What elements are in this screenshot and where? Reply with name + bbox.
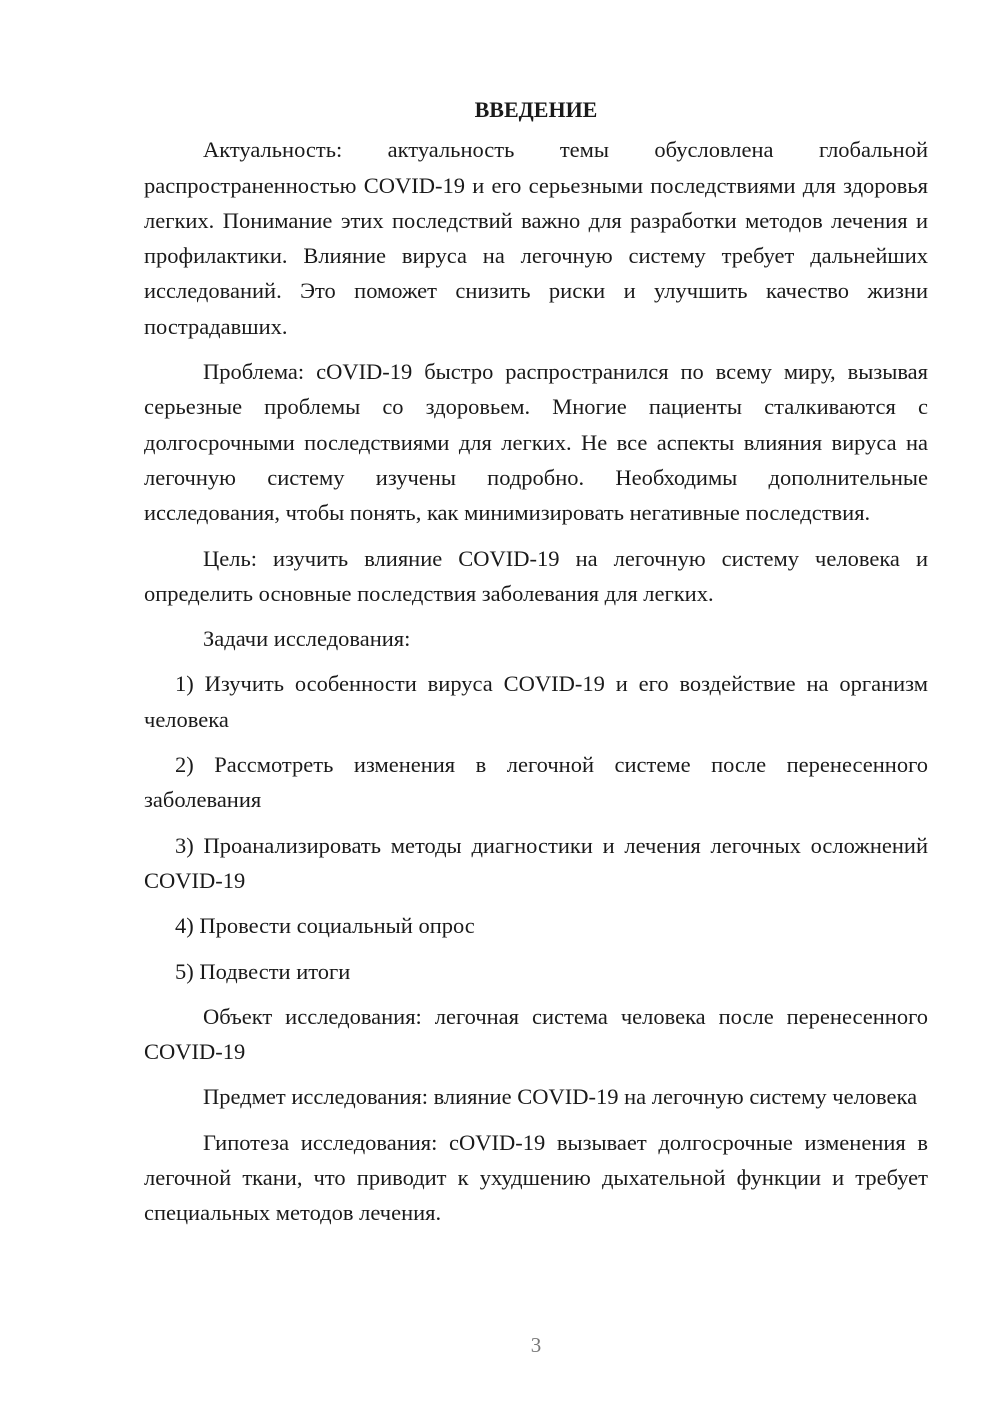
- section-heading: ВВЕДЕНИЕ: [474, 97, 598, 122]
- page-number: 3: [530, 1333, 542, 1357]
- document-body: [144, 92, 928, 1241]
- task-item-2: 2) Рассмотреть изменения в легочной системе после перенесенного заболевания: [144, 752, 928, 813]
- task-item-3: 3) Проанализировать методы диагностики и лечения легочных осложнений COVID-19: [144, 832, 928, 893]
- task-item-1: 1) Изучить особенности вируса COVID-19 и его воздействие на организм человека: [144, 671, 928, 732]
- hypothesis-paragraph: Гипотеза исследования: cOVID-19 вызывает долгосрочные изменения в легочной ткани, что приводит к ухудшению дыхательной функции и требует специальных методов лечения.: [144, 1129, 928, 1226]
- relevance-paragraph: Актуальность: актуальность темы обусловлена глобальной распространенностью COVID-19 и его серьезными последствиями для здоровья легких. Понимание этих последствий важно для разработки методов лечения и профилактики. Влияние вируса на легочную систему требует дальнейших исследований. Это поможет снизить риски и улучшить качество жизни пострадавших.: [144, 137, 928, 339]
- subject-paragraph: Предмет исследования: влияние COVID-19 на легочную систему человека: [203, 1084, 918, 1110]
- goal-paragraph: Цель: изучить влияние COVID-19 на легочную систему человека и определить основные последствия заболевания для легких.: [144, 545, 928, 606]
- task-item-5: 5) Подвести итоги: [175, 958, 351, 984]
- object-paragraph: Объект исследования: легочная система человека после перенесенного COVID-19: [144, 1003, 928, 1065]
- task-item-4: 4) Провести социальный опрос: [175, 913, 475, 939]
- tasks-title: Задачи исследования:: [203, 626, 411, 652]
- problem-paragraph: Проблема: cOVID-19 быстро распространился по всему миру, вызывая серьезные проблемы со здоровьем. Многие пациенты сталкиваются с долгосрочными последствиями для легких. Не все аспекты влияния вируса на легочную систему изучены подробно. Необходимы дополнительные исследования, чтобы понять, как минимизировать негативные последствия.: [144, 359, 928, 526]
